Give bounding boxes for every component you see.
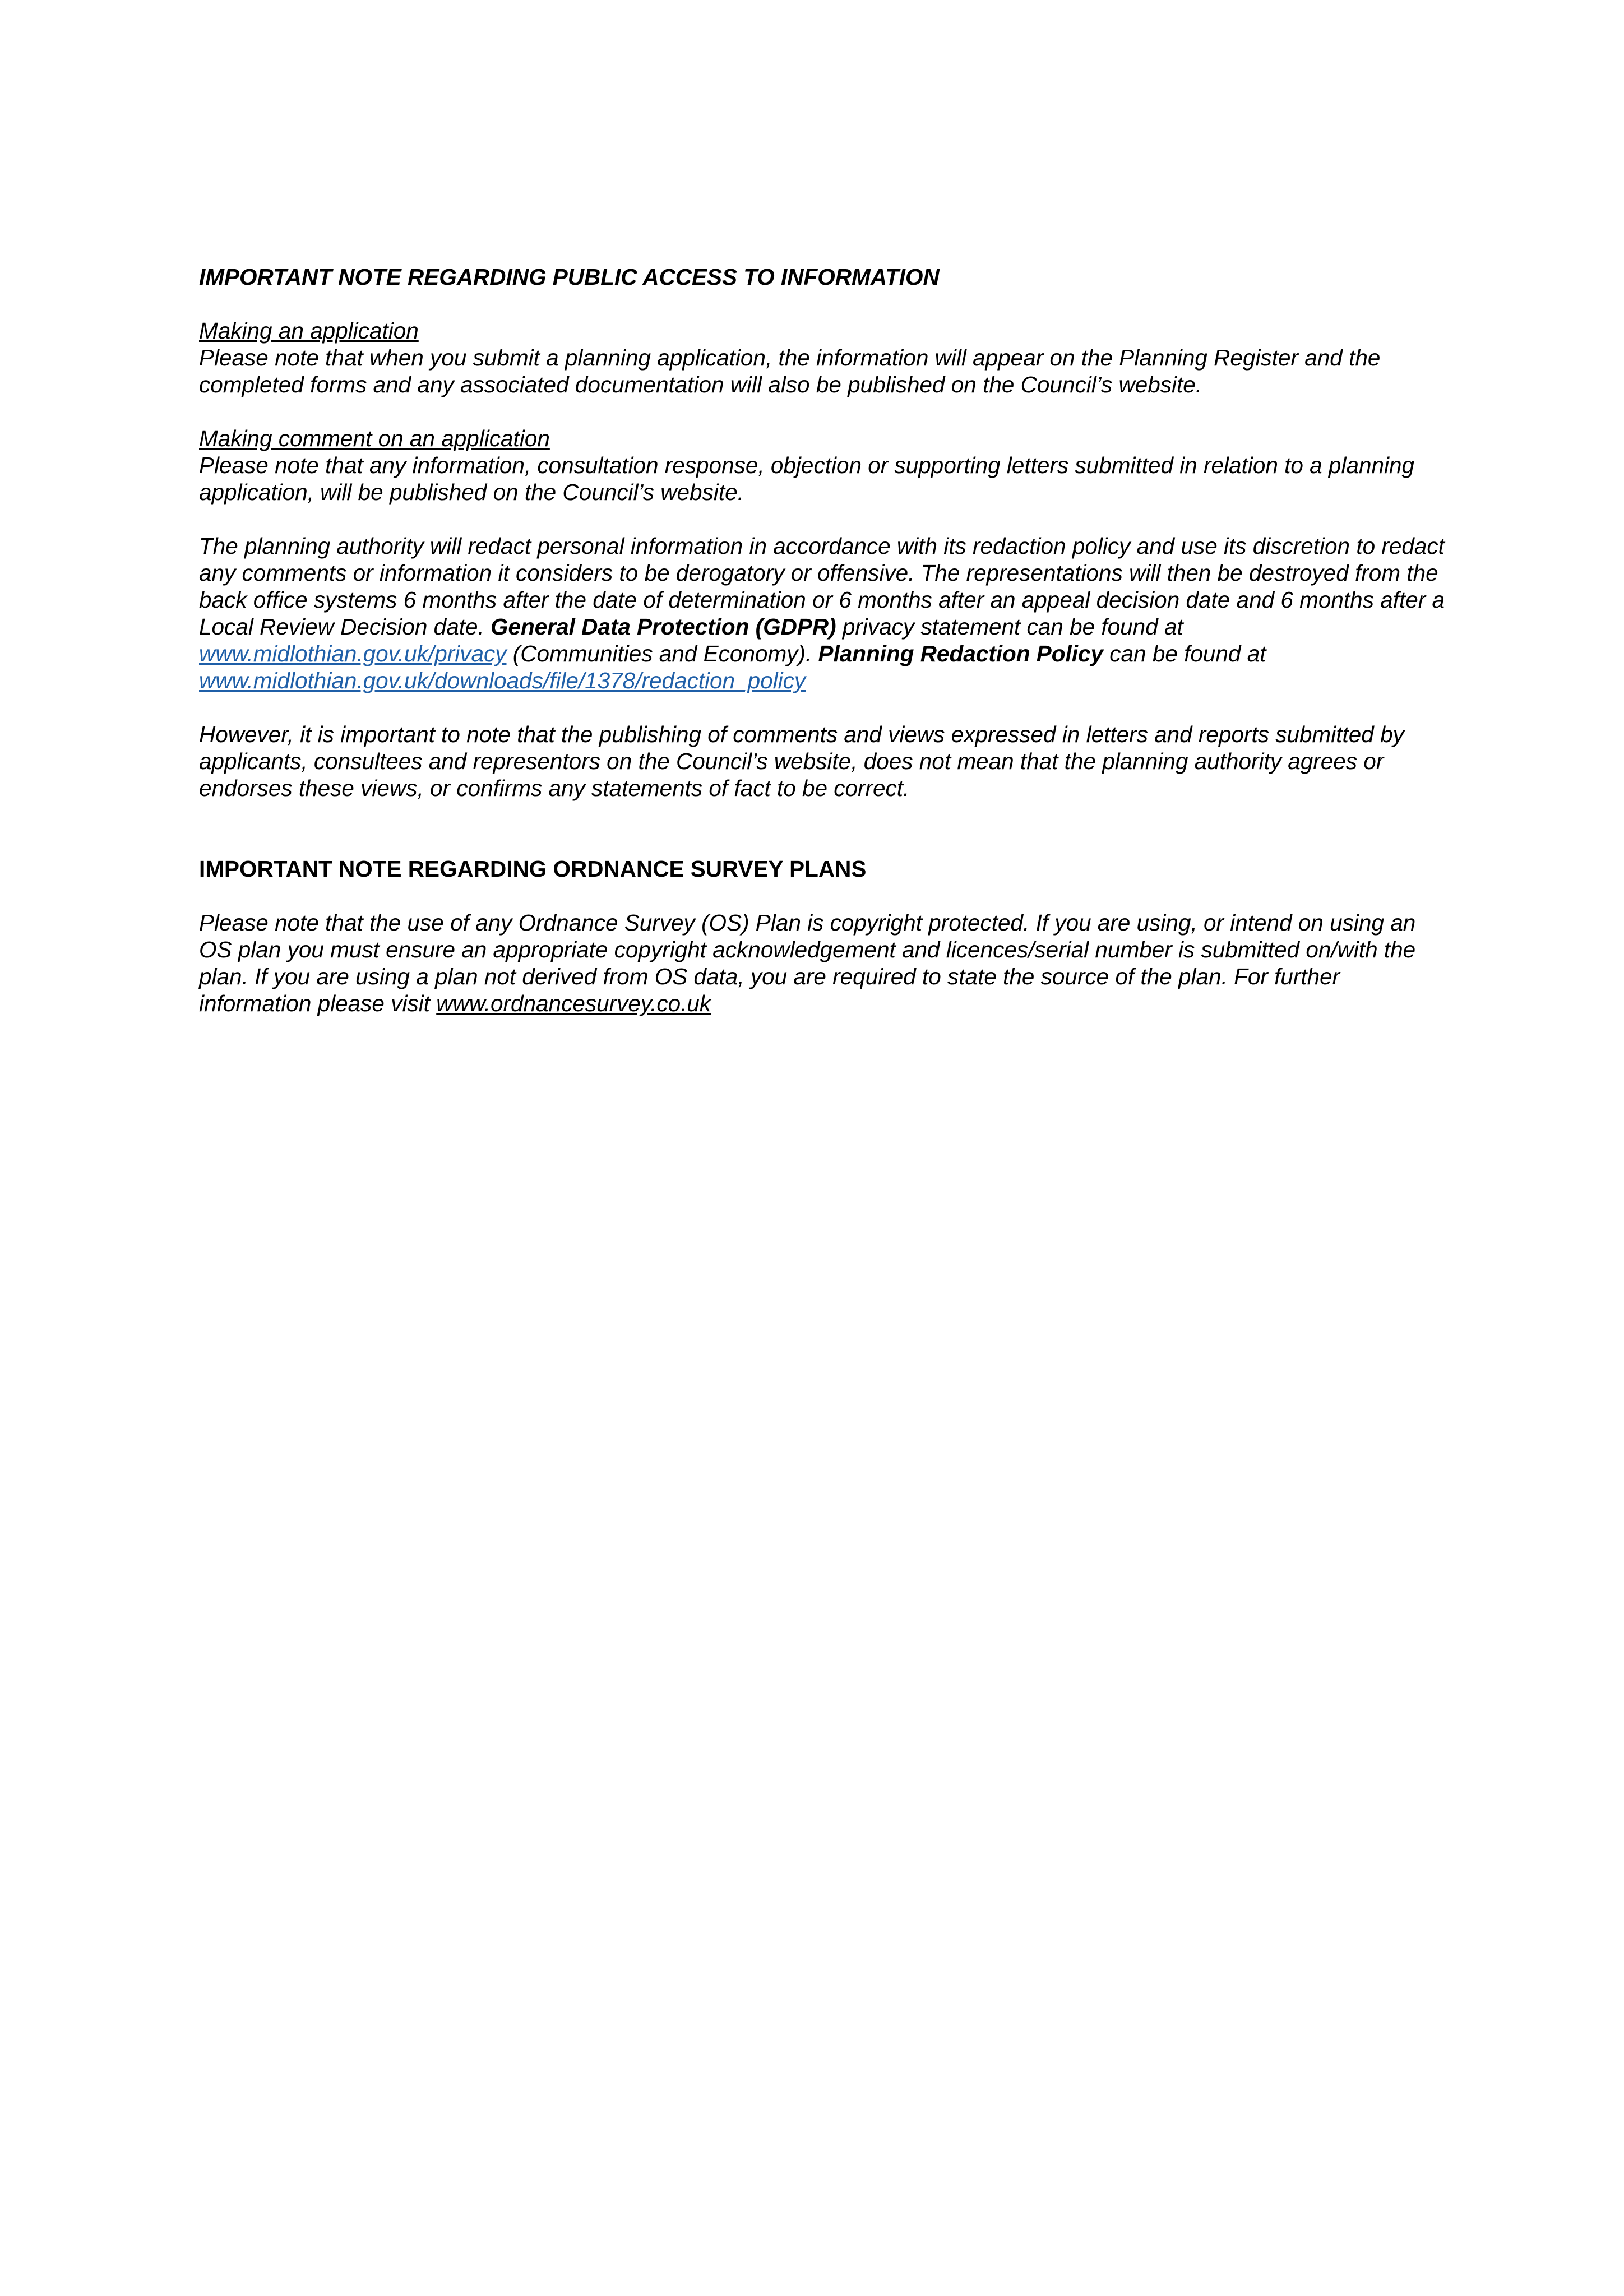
spacer — [199, 802, 1455, 855]
ordnance-survey-link[interactable]: www.ordnancesurvey.co.uk — [436, 990, 711, 1016]
paragraph-making-application: Please note that when you submit a planning application, the information will appear on the Planning Register and the completed forms and any associated documentation will also be published on the Council’s website. — [199, 345, 1381, 397]
subheading-making-comment: Making comment on an application — [199, 425, 550, 451]
redaction-policy-link[interactable]: www.midlothian.gov.uk/downloads/file/1378/redaction_policy — [199, 668, 806, 693]
redaction-text-4: can be found at — [1103, 641, 1266, 666]
document-page — [199, 263, 1455, 1017]
redaction-text-1: The planning authority will redact personal information in accordance with its redaction policy and use its discretion to redact any comments or information it considers to be derogatory or offensive. The representations will then be destroyed from the back office systems 6 months after the date of determination or 6 months after an appeal decision date and 6 months after a Local Review Decision date. — [199, 533, 1445, 640]
subheading-making-application: Making an application — [199, 318, 419, 344]
policy-label: Planning Redaction Policy — [818, 641, 1104, 666]
paragraph-os — [199, 909, 1455, 1017]
gdpr-label: General Data Protection (GDPR) — [491, 614, 836, 640]
spacer — [199, 290, 1455, 317]
spacer — [199, 506, 1455, 533]
paragraph-however: However, it is important to note that the publishing of comments and views expressed in letters and reports submitted by applicants, consultees and representors on the Council’s website, does not mean that the planning authority agrees or endorses these views, or confirms any statements of fact to be correct. — [199, 721, 1404, 801]
heading-ordnance-survey: IMPORTANT NOTE REGARDING ORDNANCE SURVEY PLANS — [199, 856, 867, 882]
heading-public-access: IMPORTANT NOTE REGARDING PUBLIC ACCESS TO INFORMATION — [199, 264, 940, 290]
spacer — [199, 882, 1455, 909]
paragraph-making-comment: Please note that any information, consultation response, objection or supporting letters submitted in relation to a planning application, will be published on the Council’s website. — [199, 452, 1415, 505]
privacy-link[interactable]: www.midlothian.gov.uk/privacy — [199, 641, 507, 666]
redaction-text-2: privacy statement can be found at — [836, 614, 1183, 640]
os-text: Please note that the use of any Ordnance Survey (OS) Plan is copyright protected. If you are using, or intend on using an OS plan you must ensure an appropriate copyright acknowledgement and licences/serial number is submitted on/with the plan. If you are using a plan not derived from OS data, you are required to state the source of the plan. For further information please visit — [199, 910, 1416, 1016]
spacer — [199, 694, 1455, 721]
paragraph-redaction — [199, 533, 1455, 694]
redaction-text-3: (Communities and Economy). — [506, 641, 818, 666]
spacer — [199, 398, 1455, 425]
